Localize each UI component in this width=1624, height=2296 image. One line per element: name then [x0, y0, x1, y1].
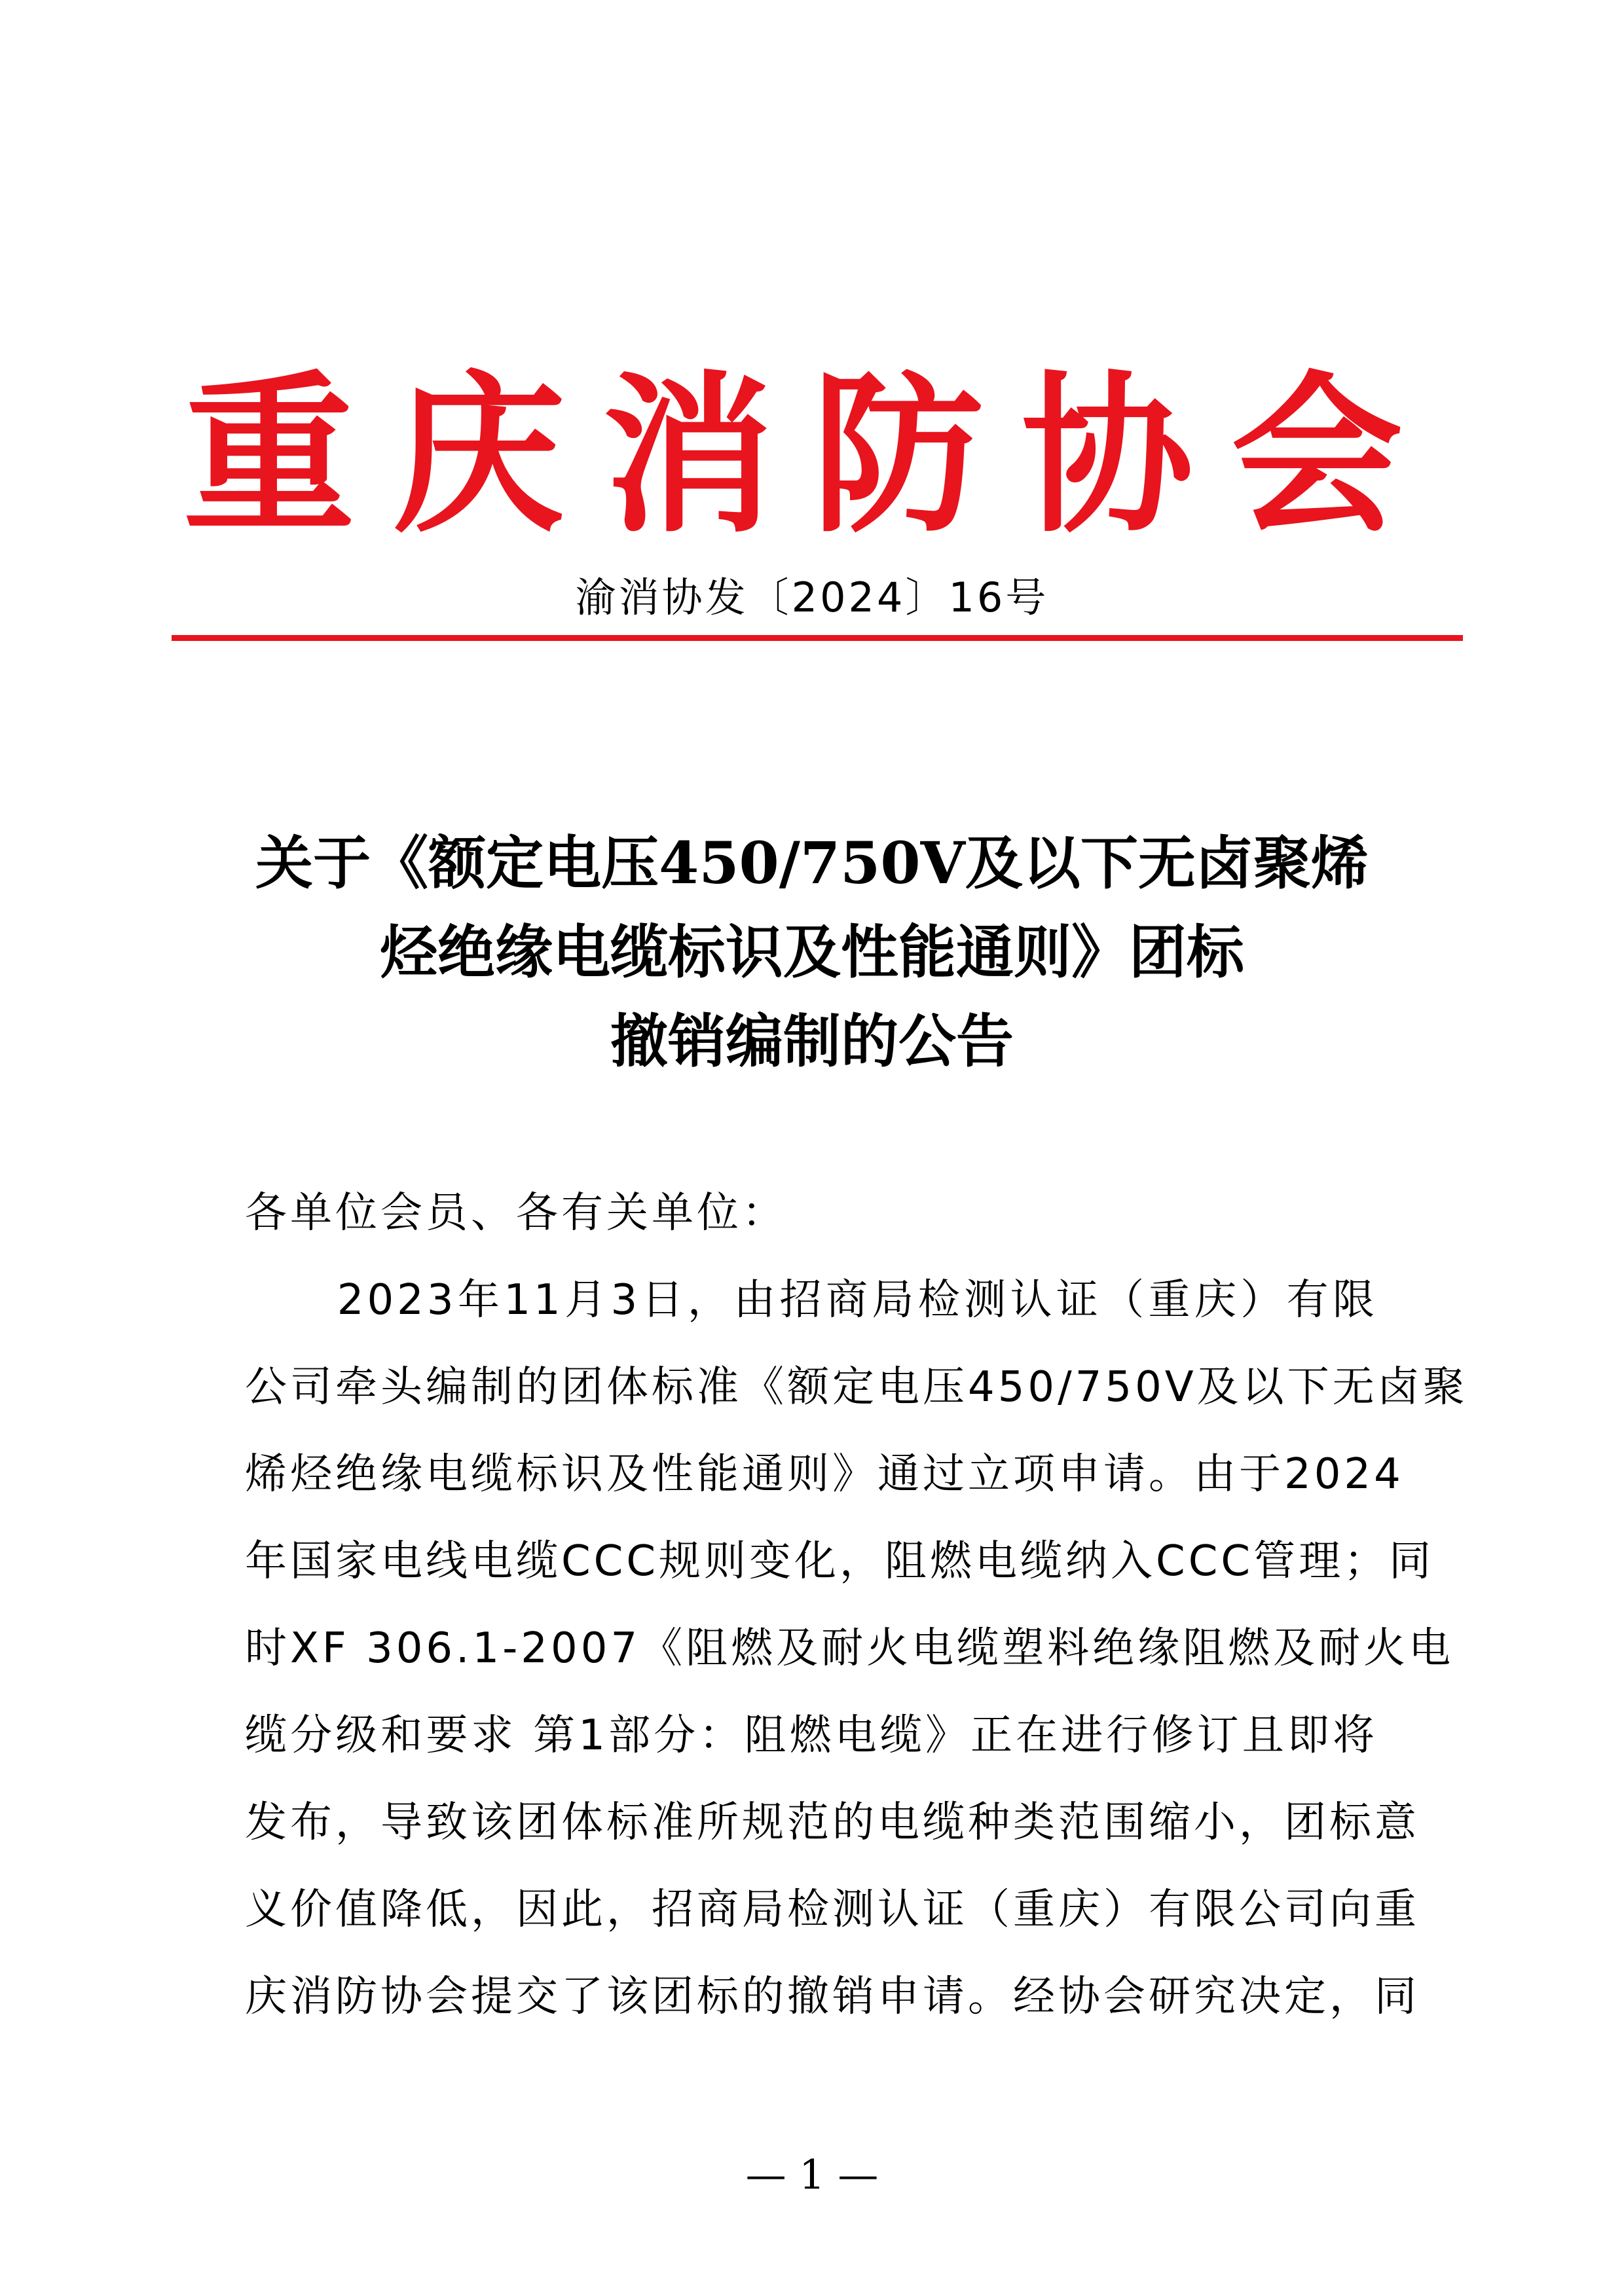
announcement-title — [0, 818, 1624, 1085]
masthead-organization: 重庆消防协会 — [183, 354, 1441, 556]
body-line: 发布，导致该团体标准所规范的电缆种类范围缩小，团标意 — [245, 1798, 1420, 1847]
body-line: 缆分级和要求 第1部分：阻燃电缆》正在进行修订且即将 — [245, 1711, 1378, 1760]
page-number: — 1 — — [745, 2151, 879, 2198]
body-line: 烯烃绝缘电缆标识及性能通则》通过立项申请。由于2024 — [245, 1450, 1404, 1499]
body-line: 年国家电线电缆CCC规则变化，阻燃电缆纳入CCC管理；同 — [245, 1537, 1435, 1586]
title-line: 关于《额定电压450/750V及以下无卤聚烯 — [255, 829, 1369, 897]
body-line: 2023年11月3日，由招商局检测认证（重庆）有限 — [245, 1276, 1378, 1324]
body-line: 时XF 306.1-2007《阻燃及耐火电缆塑料绝缘阻燃及耐火电 — [245, 1624, 1454, 1673]
body-line: 庆消防协会提交了该团标的撤销申请。经协会研究决定，同 — [245, 1973, 1420, 2021]
masthead-divider — [172, 635, 1463, 641]
body-line: 义价值降低，因此，招商局检测认证（重庆）有限公司向重 — [245, 1886, 1420, 1934]
title-line: 烃绝缘电缆标识及性能通则》团标 — [379, 918, 1244, 986]
document-number: 渝消协发〔2024〕16号 — [575, 574, 1049, 621]
salutation: 各单位会员、各有关单位： — [245, 1189, 787, 1237]
title-line: 撤销编制的公告 — [610, 1007, 1014, 1075]
announcement-body — [245, 1170, 1468, 2041]
body-line: 公司牵头编制的团体标准《额定电压450/750V及以下无卤聚 — [245, 1363, 1468, 1412]
